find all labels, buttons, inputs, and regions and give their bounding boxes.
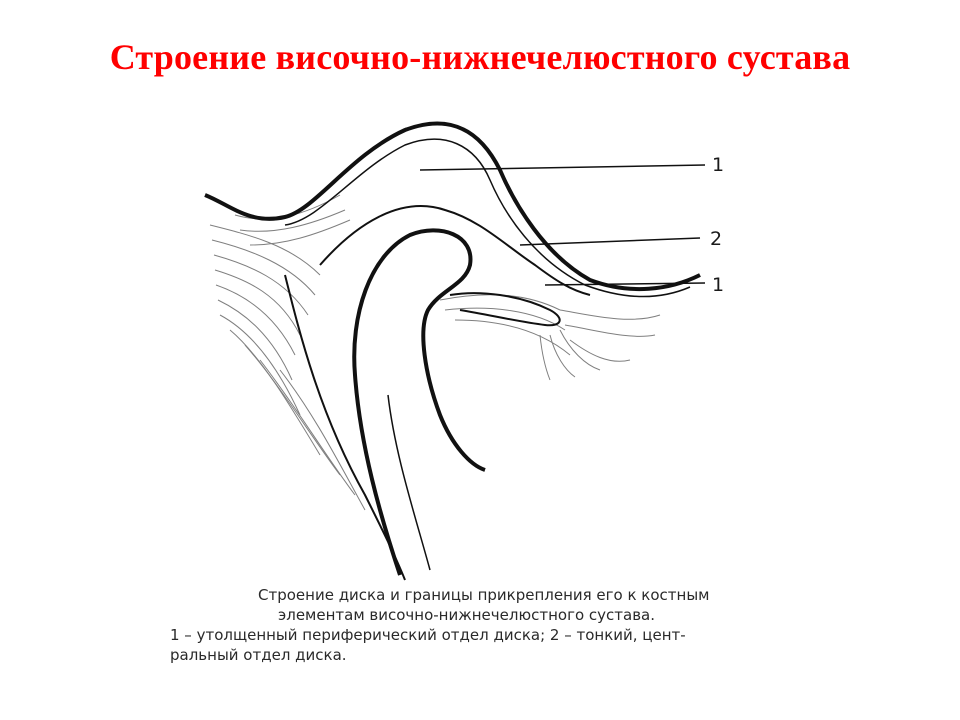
label-thick-peripheral-bottom: 1 [712,274,725,296]
caption-line-4: ральный отдел диска. [170,646,347,664]
slide-title: Строение височно-нижнечелюстного сустава [109,37,851,77]
label-thin-central: 2 [710,228,723,250]
upper-joint-contour-inner [285,139,690,296]
figure-caption [170,585,790,665]
upper-joint-contour [205,123,700,289]
tmj-drawing [190,115,750,585]
caption-line-3: 1 – утолщенный периферический отдел диска; 2 – тонкий, цент- [170,626,686,644]
condyle-neck-inner [388,395,430,570]
label-thick-peripheral-top: 1 [712,154,725,176]
caption-line-1: Строение диска и границы прикрепления его к костным [258,586,710,604]
tmj-disc-illustration [190,115,750,585]
mandibular-condyle [354,230,485,575]
fibrous-tissue-right [440,295,660,380]
leader-lines [420,165,705,285]
caption-line-2: элементам височно-нижнечелюстного сустава. [278,606,655,624]
